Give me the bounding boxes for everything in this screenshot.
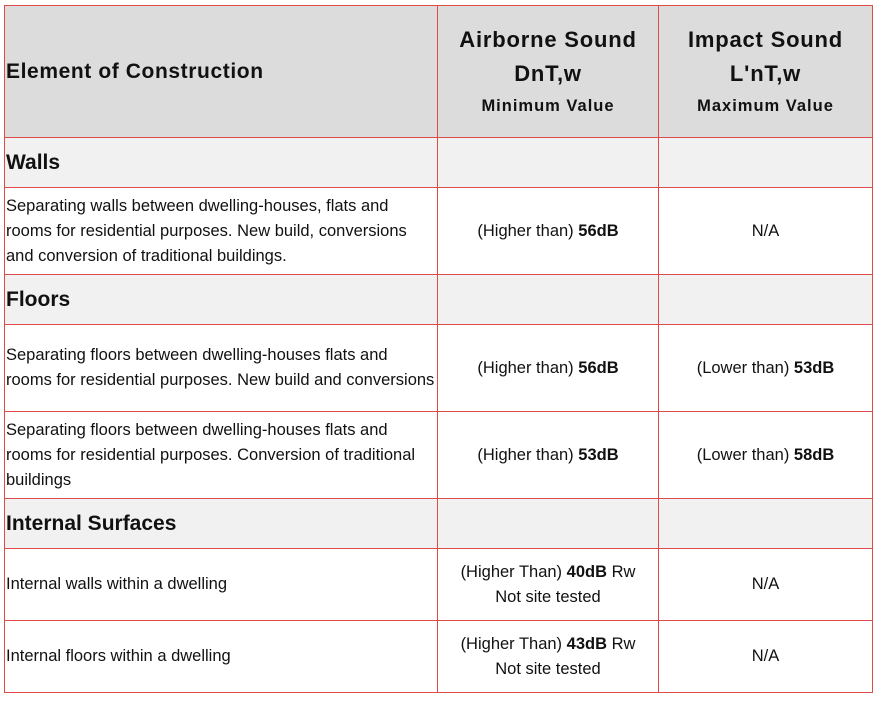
element-cell: Internal floors within a dwelling <box>5 621 438 693</box>
element-cell: Separating walls between dwelling-houses, flats and rooms for residential purposes. New build, conversions and conversion of traditional buildings. <box>5 188 438 275</box>
table-row <box>5 325 873 412</box>
impact-cell: N/A <box>659 549 873 621</box>
element-cell: Separating floors between dwelling-houses flats and rooms for residential purposes. Conversion of traditional buildings <box>5 412 438 499</box>
table-row <box>5 188 873 275</box>
section-title-internal-surfaces: Internal Surfaces <box>5 499 438 549</box>
header-airborne-sound <box>438 6 659 138</box>
element-cell: Separating floors between dwelling-houses flats and rooms for residential purposes. New build and conversions <box>5 325 438 412</box>
section-empty-cell <box>438 499 659 549</box>
impact-cell: N/A <box>659 188 873 275</box>
section-row-walls <box>5 138 873 188</box>
airborne-prefix: (Higher than) <box>477 445 579 464</box>
element-cell: Internal walls within a dwelling <box>5 549 438 621</box>
airborne-prefix: (Higher than) <box>477 221 579 240</box>
airborne-suffix: Rw <box>607 634 636 653</box>
impact-value: 53dB <box>793 358 835 377</box>
airborne-cell <box>438 325 659 412</box>
airborne-value: 56dB <box>578 221 619 240</box>
section-title-walls: Walls <box>5 138 438 188</box>
airborne-cell <box>438 549 659 621</box>
airborne-suffix: Rw <box>607 562 636 581</box>
airborne-test-note: Not site tested <box>495 659 601 678</box>
section-empty-cell <box>438 138 659 188</box>
airborne-test-note: Not site tested <box>495 587 601 606</box>
impact-cell <box>659 325 873 412</box>
impact-note: Maximum Value <box>697 96 834 115</box>
impact-value: 58dB <box>793 445 835 464</box>
impact-title: Impact Sound <box>687 26 844 52</box>
section-empty-cell <box>659 499 873 549</box>
airborne-symbol: DnT,w <box>514 60 582 86</box>
airborne-cell <box>438 188 659 275</box>
section-row-floors <box>5 275 873 325</box>
table-header-row <box>5 6 873 138</box>
airborne-value: 56dB <box>578 358 619 377</box>
airborne-prefix: (Higher than) <box>477 358 579 377</box>
section-title-floors: Floors <box>5 275 438 325</box>
impact-prefix: (Lower than) <box>696 358 794 377</box>
impact-cell <box>659 412 873 499</box>
airborne-prefix: (Higher Than) <box>460 562 567 581</box>
table-row <box>5 549 873 621</box>
header-element-of-construction: Element of Construction <box>5 6 438 138</box>
airborne-prefix: (Higher Than) <box>460 634 567 653</box>
airborne-cell <box>438 621 659 693</box>
impact-cell: N/A <box>659 621 873 693</box>
airborne-note: Minimum Value <box>481 96 615 115</box>
section-empty-cell <box>659 138 873 188</box>
sound-insulation-table <box>4 5 873 693</box>
impact-prefix: (Lower than) <box>696 445 794 464</box>
table-row <box>5 412 873 499</box>
airborne-cell <box>438 412 659 499</box>
airborne-value: 43dB <box>566 634 607 653</box>
table-row <box>5 621 873 693</box>
section-row-internal-surfaces <box>5 499 873 549</box>
section-empty-cell <box>659 275 873 325</box>
airborne-value: 40dB <box>566 562 607 581</box>
airborne-title: Airborne Sound <box>459 26 637 52</box>
header-impact-sound <box>659 6 873 138</box>
section-empty-cell <box>438 275 659 325</box>
airborne-value: 53dB <box>578 445 619 464</box>
impact-symbol: L'nT,w <box>729 60 802 86</box>
